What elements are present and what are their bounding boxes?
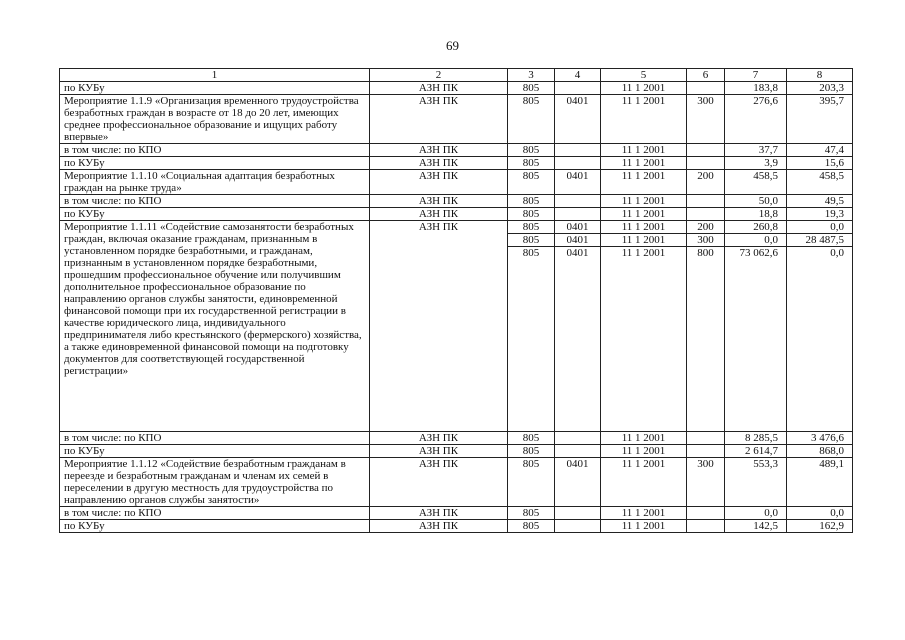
target-article-cell: 11 1 2001 [601,221,687,234]
column-header: 1 [60,69,370,82]
amount-cell: 2 614,7 [725,445,787,458]
table-row [60,507,853,520]
amount-cell: 3 476,6 [787,432,853,445]
section-cell: 0401 [555,247,601,432]
expense-type-cell [687,445,725,458]
column-header: 5 [601,69,687,82]
section-cell [555,82,601,95]
column-header: 2 [370,69,508,82]
amount-cell: 73 062,6 [725,247,787,432]
expense-type-cell [687,520,725,533]
code-cell: 805 [508,95,555,144]
code-cell: 805 [508,507,555,520]
amount-cell: 8 285,5 [725,432,787,445]
code-cell: 805 [508,144,555,157]
expense-type-cell: 200 [687,170,725,195]
target-article-cell: 11 1 2001 [601,144,687,157]
row-name-cell: по КУБу [60,208,370,221]
code-cell: 805 [508,445,555,458]
row-name-cell: по КУБу [60,445,370,458]
expense-type-cell [687,157,725,170]
amount-cell: 47,4 [787,144,853,157]
code-cell: 805 [508,208,555,221]
target-article-cell: 11 1 2001 [601,195,687,208]
row-name-cell: Мероприятие 1.1.10 «Социальная адаптация безработных граждан на рынке труда» [60,170,370,195]
table-row [60,445,853,458]
amount-cell: 0,0 [787,507,853,520]
section-cell [555,432,601,445]
target-article-cell: 11 1 2001 [601,208,687,221]
target-article-cell: 11 1 2001 [601,170,687,195]
row-name-cell: Мероприятие 1.1.11 «Содействие самозанятости безработных граждан, включая оказание гражданам, признанным в установленном порядке безработными, и гражданам, признанным в установленном порядке безработными, прошедшим профессиональное обучение или получившим дополнительное профессиональное образование по направлению органов службы занятости, единовременной финансовой помощи при их государственной регистрации в качестве юридического лица, индивидуального предпринимателя либо крестьянского (фермерского) хозяйства, а также единовременной финансовой помощи на подготовку документов для соответствующей государственной регистрации» [60,221,370,432]
target-article-cell: 11 1 2001 [601,507,687,520]
row-name-cell: в том числе: по КПО [60,507,370,520]
expense-type-cell [687,82,725,95]
amount-cell: 28 487,5 [787,234,853,247]
amount-cell: 203,3 [787,82,853,95]
executor-cell: АЗН ПК [370,95,508,144]
table-row [60,195,853,208]
table-row [60,432,853,445]
target-article-cell: 11 1 2001 [601,432,687,445]
expense-type-cell: 800 [687,247,725,432]
target-article-cell: 11 1 2001 [601,520,687,533]
expense-type-cell [687,507,725,520]
section-cell: 0401 [555,170,601,195]
column-header-row [60,69,853,82]
section-cell [555,195,601,208]
amount-cell: 15,6 [787,157,853,170]
section-cell [555,520,601,533]
amount-cell: 0,0 [787,221,853,234]
amount-cell: 458,5 [725,170,787,195]
section-cell [555,208,601,221]
target-article-cell: 11 1 2001 [601,157,687,170]
section-cell: 0401 [555,234,601,247]
target-article-cell: 11 1 2001 [601,234,687,247]
expense-type-cell: 200 [687,221,725,234]
executor-cell: АЗН ПК [370,82,508,95]
row-name-cell: Мероприятие 1.1.9 «Организация временного трудоустройства безработных граждан в возрасте от 18 до 20 лет, имеющих среднее профессиональное образование и ищущих работу впервые» [60,95,370,144]
code-cell: 805 [508,170,555,195]
amount-cell: 162,9 [787,520,853,533]
table-row [60,458,853,507]
section-cell [555,445,601,458]
amount-cell: 395,7 [787,95,853,144]
row-name-cell: Мероприятие 1.1.12 «Содействие безработным гражданам в переезде и безработным гражданам и членам их семей в переселении в другую местность для трудоустройства по направлению органов службы занятости» [60,458,370,507]
section-cell [555,144,601,157]
amount-cell: 276,6 [725,95,787,144]
amount-cell: 37,7 [725,144,787,157]
expense-type-cell: 300 [687,95,725,144]
amount-cell: 0,0 [787,247,853,432]
target-article-cell: 11 1 2001 [601,247,687,432]
amount-cell: 458,5 [787,170,853,195]
section-cell: 0401 [555,95,601,144]
budget-table [59,68,853,533]
target-article-cell: 11 1 2001 [601,95,687,144]
amount-cell: 260,8 [725,221,787,234]
amount-cell: 0,0 [725,234,787,247]
expense-type-cell [687,144,725,157]
target-article-cell: 11 1 2001 [601,82,687,95]
column-header: 3 [508,69,555,82]
amount-cell: 868,0 [787,445,853,458]
section-cell: 0401 [555,458,601,507]
section-cell [555,507,601,520]
executor-cell: АЗН ПК [370,144,508,157]
amount-cell: 19,3 [787,208,853,221]
expense-type-cell: 300 [687,234,725,247]
amount-cell: 0,0 [725,507,787,520]
code-cell: 805 [508,234,555,247]
amount-cell: 183,8 [725,82,787,95]
executor-cell: АЗН ПК [370,432,508,445]
executor-cell: АЗН ПК [370,507,508,520]
executor-cell: АЗН ПК [370,445,508,458]
row-name-cell: по КУБу [60,520,370,533]
row-name-cell: в том числе: по КПО [60,144,370,157]
amount-cell: 489,1 [787,458,853,507]
amount-cell: 50,0 [725,195,787,208]
executor-cell: АЗН ПК [370,195,508,208]
executor-cell: АЗН ПК [370,157,508,170]
table-body [60,69,853,533]
table-row [60,221,853,234]
amount-cell: 49,5 [787,195,853,208]
code-cell: 805 [508,520,555,533]
expense-type-cell [687,432,725,445]
amount-cell: 553,3 [725,458,787,507]
column-header: 4 [555,69,601,82]
target-article-cell: 11 1 2001 [601,458,687,507]
column-header: 6 [687,69,725,82]
row-name-cell: в том числе: по КПО [60,432,370,445]
row-name-cell: по КУБу [60,82,370,95]
target-article-cell: 11 1 2001 [601,445,687,458]
table-row [60,170,853,195]
section-cell [555,157,601,170]
expense-type-cell [687,195,725,208]
executor-cell: АЗН ПК [370,170,508,195]
table-row [60,520,853,533]
row-name-cell: в том числе: по КПО [60,195,370,208]
section-cell: 0401 [555,221,601,234]
table-row [60,208,853,221]
executor-cell: АЗН ПК [370,208,508,221]
executor-cell: АЗН ПК [370,458,508,507]
amount-cell: 18,8 [725,208,787,221]
code-cell: 805 [508,195,555,208]
code-cell: 805 [508,458,555,507]
code-cell: 805 [508,247,555,432]
code-cell: 805 [508,432,555,445]
table-row [60,144,853,157]
table-row [60,157,853,170]
amount-cell: 142,5 [725,520,787,533]
code-cell: 805 [508,221,555,234]
page-number: 69 [446,38,459,53]
table-row [60,82,853,95]
column-header: 7 [725,69,787,82]
amount-cell: 3,9 [725,157,787,170]
code-cell: 805 [508,82,555,95]
row-name-cell: по КУБу [60,157,370,170]
expense-type-cell: 300 [687,458,725,507]
code-cell: 805 [508,157,555,170]
expense-type-cell [687,208,725,221]
table-row [60,95,853,144]
executor-cell: АЗН ПК [370,520,508,533]
executor-cell: АЗН ПК [370,221,508,432]
column-header: 8 [787,69,853,82]
